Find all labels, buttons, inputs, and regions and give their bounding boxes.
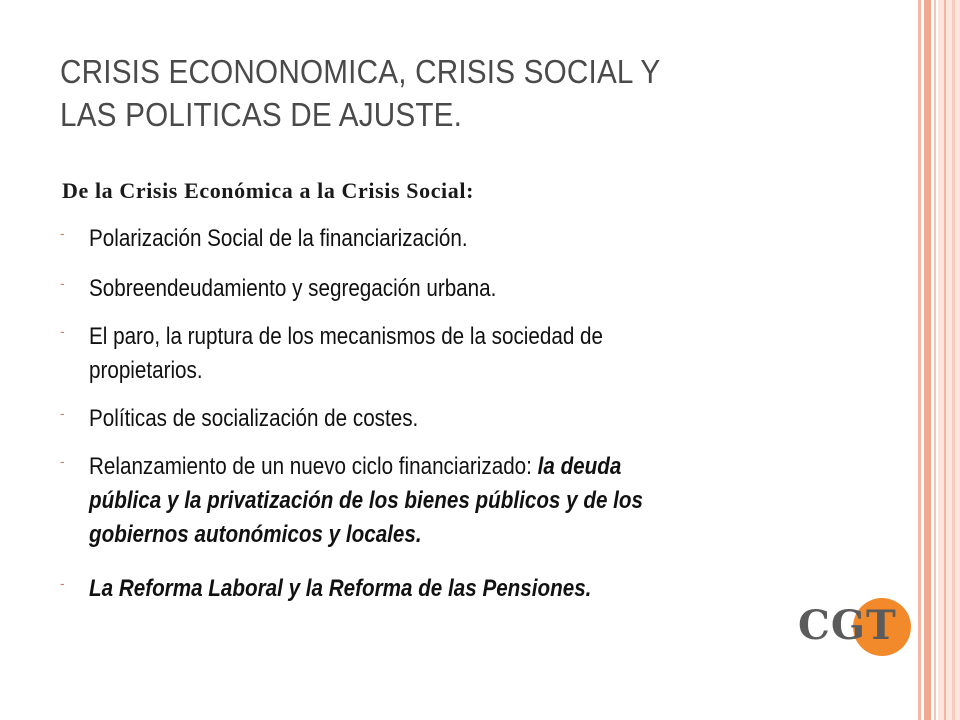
text-emphasis: pública y la privatización de los bienes públicos y de los (89, 487, 644, 514)
decorative-stripe (918, 0, 921, 720)
title-line: CRISIS ECONONOMICA, CRISIS SOCIAL Y (60, 53, 661, 90)
slide-title (60, 50, 816, 136)
list-item (60, 402, 840, 436)
decorative-stripe (938, 0, 960, 720)
list-item (60, 320, 840, 388)
logo-text: CGT (798, 602, 897, 649)
text-plain: Relanzamiento de un nuevo ciclo financiarizado: (89, 453, 538, 480)
dash-bullet-icon: - (60, 323, 65, 339)
cgt-logo (798, 598, 918, 662)
list-item-text: Polarización Social de la financiarización. (89, 225, 468, 252)
list-item (60, 272, 840, 306)
slide-subtitle: De la Crisis Económica a la Crisis Social: (62, 178, 475, 203)
list-item (60, 450, 840, 552)
text-line: El paro, la ruptura de los mecanismos de la sociedad de (89, 323, 603, 350)
decorative-stripe (952, 0, 955, 720)
dash-bullet-icon: - (60, 275, 65, 291)
text-line: propietarios. (89, 357, 203, 384)
dash-bullet-icon: - (60, 575, 65, 591)
list-item-text: Políticas de socialización de costes. (89, 405, 419, 432)
list-item-text: Sobreendeudamiento y segregación urbana. (89, 275, 497, 302)
decorative-stripe (934, 0, 936, 720)
text-emphasis: gobiernos autonómicos y locales. (89, 521, 422, 548)
decorative-stripe (924, 0, 931, 720)
dash-bullet-icon: - (60, 453, 65, 469)
text-emphasis: la deuda (537, 453, 622, 480)
list-item (60, 572, 840, 606)
list-item-text: La Reforma Laboral y la Reforma de las Pensiones. (89, 575, 592, 602)
title-line: LAS POLITICAS DE AJUSTE. (60, 96, 463, 133)
dash-bullet-icon: - (60, 405, 65, 421)
dash-bullet-icon: - (60, 225, 65, 241)
list-item (60, 222, 840, 256)
list-item-text (89, 450, 829, 552)
list-item-text (89, 320, 829, 388)
decorative-stripe (944, 0, 946, 720)
